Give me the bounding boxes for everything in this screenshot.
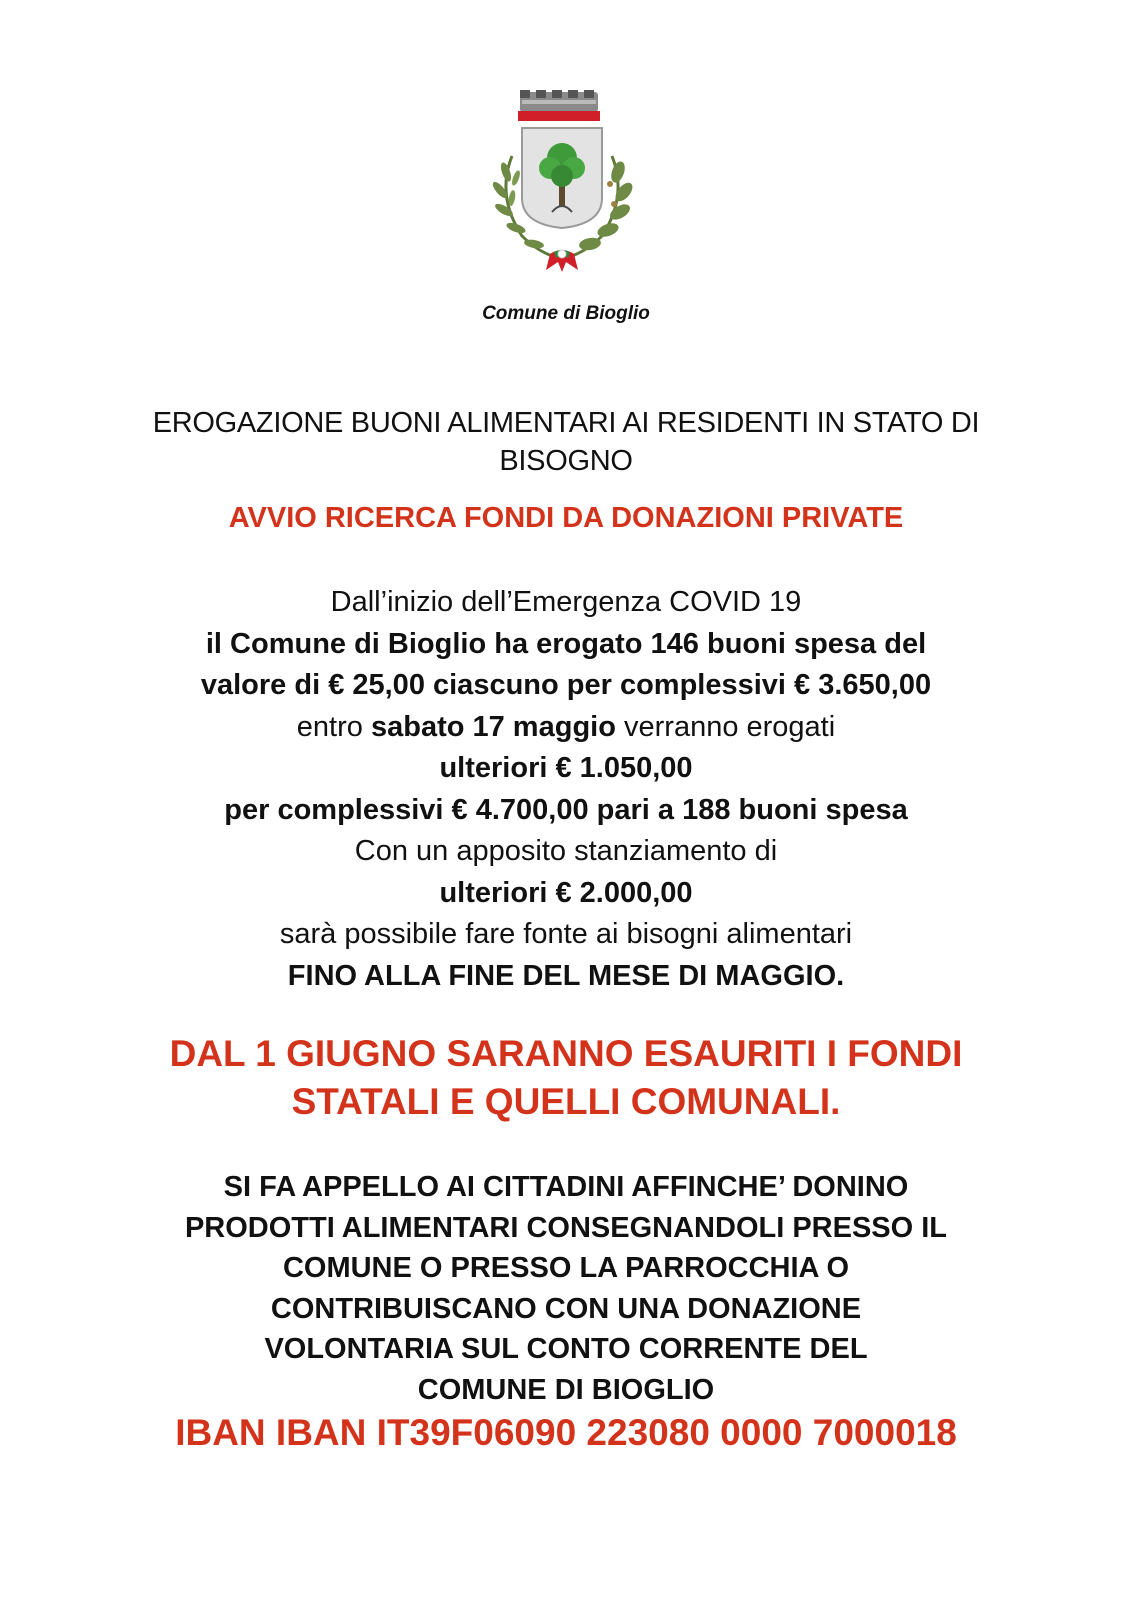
appeal-line: PRODOTTI ALIMENTARI CONSEGNANDOLI PRESSO IL: [184, 1211, 948, 1244]
notice-body: [0, 582, 1132, 997]
municipal-coat-of-arms-icon: [482, 86, 642, 276]
date-highlight: sabato 17 maggio: [370, 710, 616, 743]
iban-number: IBAN IBAN IT39F06090 223080 0000 7000018: [175, 1412, 957, 1453]
appeal-line: CONTRIBUISCANO CON UNA DONAZIONE: [270, 1292, 862, 1325]
warning-line: DAL 1 GIUGNO SARANNO ESAURITI I FONDI: [169, 1033, 963, 1074]
body-text: verranno erogati: [615, 710, 836, 743]
notice-title-line: BISOGNO: [499, 445, 633, 477]
warning-line: STATALI E QUELLI COMUNALI.: [291, 1081, 841, 1122]
appeal-line: VOLONTARIA SUL CONTO CORRENTE DEL: [264, 1333, 868, 1365]
notice-subtitle: AVVIO RICERCA FONDI DA DONAZIONI PRIVATE: [228, 502, 904, 534]
body-line: Con un apposito stanziamento di: [354, 835, 778, 867]
body-line: ulteriori € 1.050,00: [439, 752, 693, 784]
appeal-line: COMUNE O PRESSO LA PARROCCHIA O: [282, 1252, 850, 1284]
appeal-line: SI FA APPELLO AI CITTADINI AFFINCHE’ DONINO: [223, 1171, 909, 1203]
notice-title-line: EROGAZIONE BUONI ALIMENTARI AI RESIDENTI IN STATO DI: [152, 407, 980, 439]
municipality-name: Comune di Bioglio: [482, 303, 650, 324]
body-text: entro: [296, 710, 371, 743]
donation-appeal: [0, 1167, 1132, 1410]
notice-title: [0, 404, 1132, 480]
body-line: sarà possibile fare fonte ai bisogni alimentari: [279, 918, 853, 950]
body-line: Dall’inizio dell’Emergenza COVID 19: [330, 586, 802, 618]
body-line: FINO ALLA FINE DEL MESE DI MAGGIO.: [287, 959, 845, 992]
body-line: ulteriori € 2.000,00: [439, 876, 693, 909]
body-line: valore di € 25,00 ciascuno per complessivi € 3.650,00: [200, 669, 932, 701]
appeal-line: COMUNE DI BIOGLIO: [417, 1373, 715, 1406]
body-line: per complessivi € 4.700,00 pari a 188 buoni spesa: [224, 793, 908, 826]
body-line: [0, 707, 1132, 749]
funds-warning: [0, 1030, 1132, 1126]
body-line: il Comune di Bioglio ha erogato 146 buoni spesa del: [205, 627, 927, 660]
